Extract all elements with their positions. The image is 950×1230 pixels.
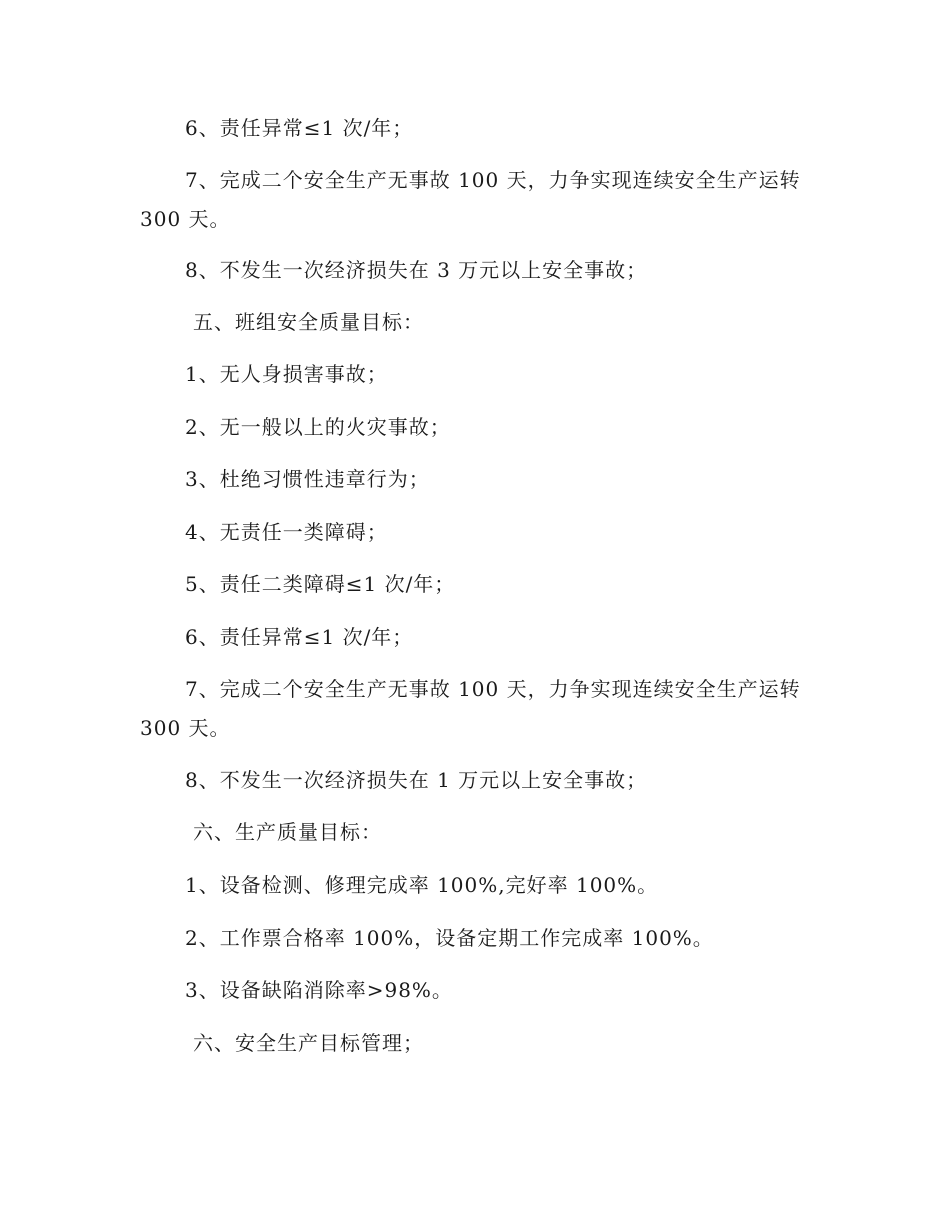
list-item: 3、杜绝习惯性违章行为； bbox=[185, 467, 430, 491]
list-item: 7、完成二个安全生产无事故 100 天，力争实现连续安全生产运转 bbox=[185, 168, 801, 192]
list-item: 6、责任异常≤1 次/年； bbox=[185, 116, 414, 140]
list-item: 7、完成二个安全生产无事故 100 天，力争实现连续安全生产运转 bbox=[185, 677, 801, 701]
list-item: 3、设备缺陷消除率>98%。 bbox=[185, 978, 453, 1002]
list-item: 8、不发生一次经济损失在 3 万元以上安全事故； bbox=[185, 258, 648, 282]
list-item: 6、责任异常≤1 次/年； bbox=[185, 625, 414, 649]
list-item: 8、不发生一次经济损失在 1 万元以上安全事故； bbox=[185, 768, 648, 792]
list-item: 2、工作票合格率 100%，设备定期工作完成率 100%。 bbox=[185, 926, 714, 950]
list-item: 1、设备检测、修理完成率 100%,完好率 100%。 bbox=[185, 873, 659, 897]
section-heading: 六、生产质量目标： bbox=[193, 820, 382, 844]
list-item-continuation: 300 天。 bbox=[140, 207, 231, 231]
list-item-continuation: 300 天。 bbox=[140, 716, 231, 740]
list-item: 1、无人身损害事故； bbox=[185, 362, 388, 386]
section-heading: 五、班组安全质量目标： bbox=[193, 310, 424, 334]
list-item: 5、责任二类障碍≤1 次/年； bbox=[185, 572, 456, 596]
list-item: 4、无责任一类障碍； bbox=[185, 520, 388, 544]
section-heading: 六、安全生产目标管理； bbox=[193, 1031, 424, 1055]
list-item: 2、无一般以上的火灾事故； bbox=[185, 415, 451, 439]
